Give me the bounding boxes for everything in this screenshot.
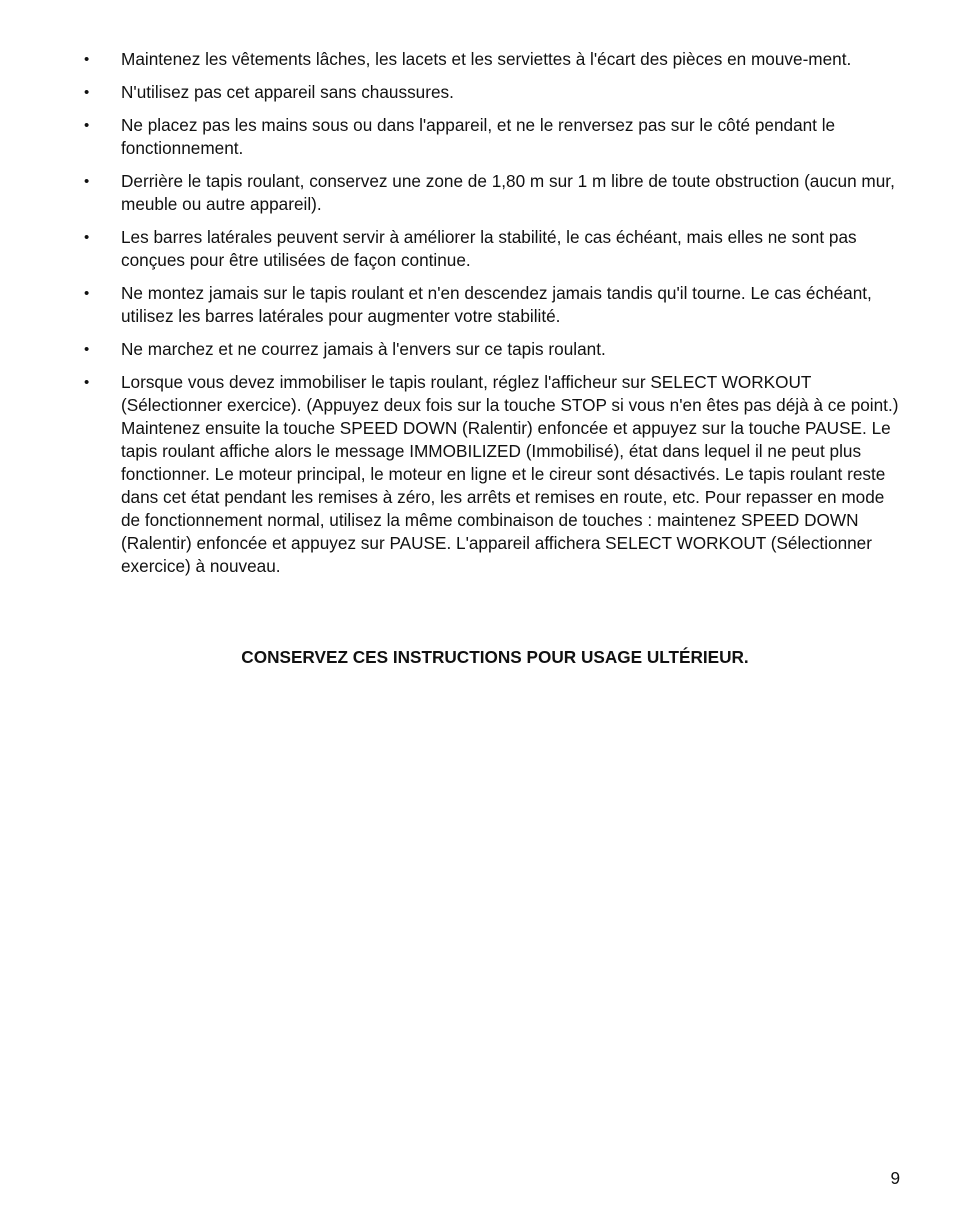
list-item <box>84 114 904 160</box>
list-item <box>84 48 904 71</box>
instruction-text: Ne placez pas les mains sous ou dans l'appareil, et ne le renversez pas sur le côté pendant le fonctionnement. <box>121 115 836 158</box>
list-item <box>84 371 904 578</box>
bullet-icon: • <box>84 117 90 134</box>
bullet-icon: • <box>84 341 90 358</box>
instruction-text: Les barres latérales peuvent servir à améliorer la stabilité, le cas échéant, mais elles ne sont pas conçues pour être utilisées de façon continue. <box>121 227 857 270</box>
instruction-text: Lorsque vous devez immobiliser le tapis roulant, réglez l'afficheur sur SELECT WORKOUT (Sélectionner exercice). (Appuyez deux fois sur la touche STOP si vous n'en êtes pas déjà à ce point.) Maintenez ensuite la touche SPEED DOWN (Ralentir) enfoncée et appuyez sur la touche PAUSE. Le tapis roulant affiche alors le message IMMOBILIZED (Immobilisé), état dans lequel il ne peut plus fonctionner. Le moteur principal, le moteur en ligne et le cireur sont désactivés. Le tapis roulant reste dans cet état pendant les remises à zéro, les arrêts et remises en route, etc. Pour repasser en mode de fonctionnement normal, utilisez la même combinaison de touches : maintenez SPEED DOWN (Ralentir) enfoncée et appuyez sur PAUSE. L'appareil affichera SELECT WORKOUT (Sélectionner exercice) à nouveau. <box>121 372 899 576</box>
bullet-icon: • <box>84 173 90 190</box>
instruction-text: Maintenez les vêtements lâches, les lacets et les serviettes à l'écart des pièces en mouve-ment. <box>121 49 852 69</box>
list-item <box>84 226 904 272</box>
list-item <box>84 338 904 361</box>
instruction-text: N'utilisez pas cet appareil sans chaussures. <box>121 82 454 102</box>
bullet-icon: • <box>84 229 90 246</box>
instruction-text: Derrière le tapis roulant, conservez une zone de 1,80 m sur 1 m libre de toute obstruction (aucun mur, meuble ou autre appareil). <box>121 171 895 214</box>
instruction-text: Ne marchez et ne courrez jamais à l'envers sur ce tapis roulant. <box>121 339 606 359</box>
bullet-icon: • <box>84 51 90 68</box>
list-item <box>84 81 904 104</box>
bullet-icon: • <box>84 285 90 302</box>
bullet-icon: • <box>84 84 90 101</box>
closing-note: CONSERVEZ CES INSTRUCTIONS POUR USAGE ULTÉRIEUR. <box>241 647 749 667</box>
list-item <box>84 282 904 328</box>
safety-instruction-list <box>84 48 904 588</box>
bullet-icon: • <box>84 374 90 391</box>
page-number: 9 <box>890 1168 900 1188</box>
instruction-text: Ne montez jamais sur le tapis roulant et n'en descendez jamais tandis qu'il tourne. Le cas échéant, utilisez les barres latérales pour augmenter votre stabilité. <box>121 283 872 326</box>
list-item <box>84 170 904 216</box>
